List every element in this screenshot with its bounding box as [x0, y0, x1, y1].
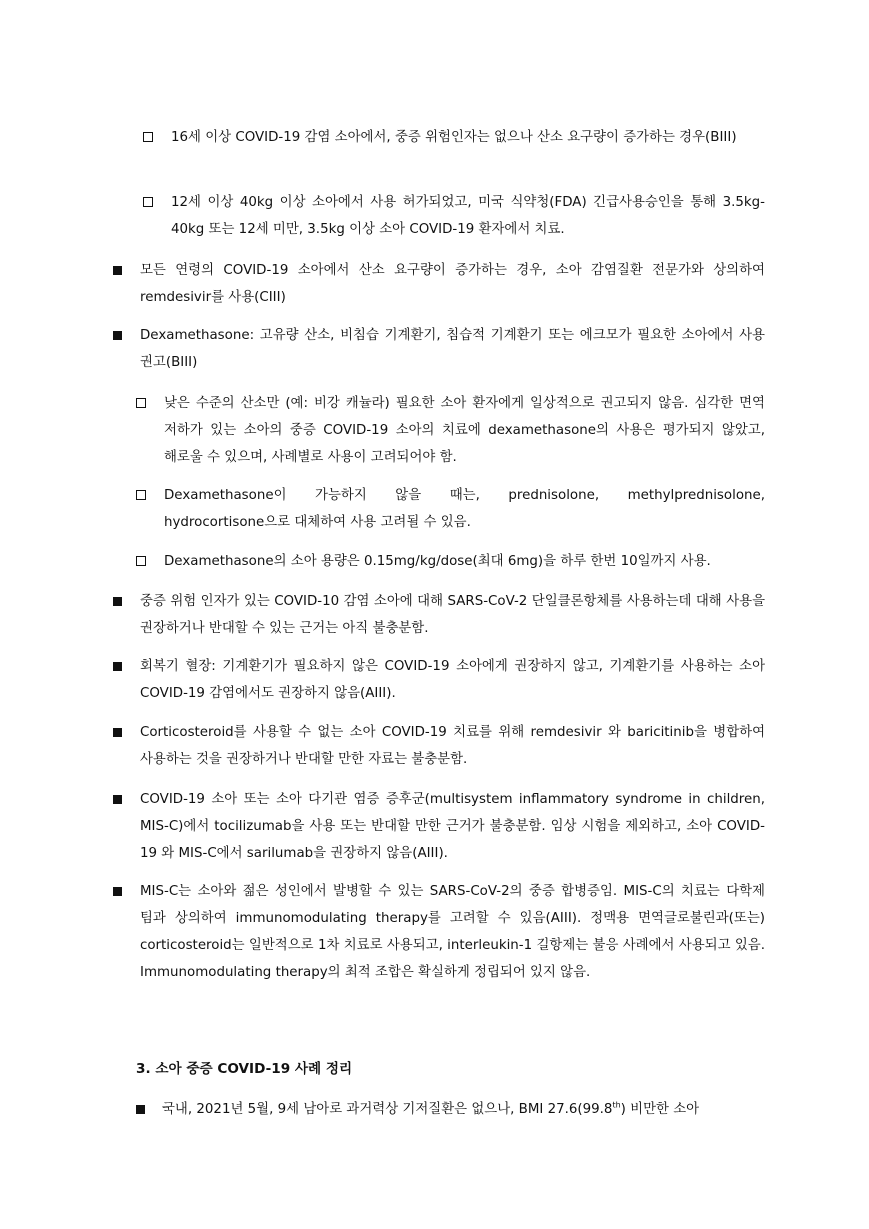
filled-square-bullet [113, 331, 122, 340]
hollow-square-bullet [136, 490, 146, 500]
filled-square-bullet [113, 266, 122, 275]
filled-square-bullet [136, 1105, 145, 1114]
hollow-square-bullet [136, 556, 146, 566]
superscript-ordinal: th [612, 1100, 621, 1110]
list-item-text: Corticosteroid를 사용할 수 없는 소아 COVID-19 치료를 위해 remdesivir 와 baricitinib을 병합하여 사용하는 것을 권장하거나 반대할 만한 자료는 불충분함. [140, 725, 765, 767]
list-item [113, 653, 765, 707]
filled-square-bullet [113, 887, 122, 896]
list-item [136, 390, 765, 471]
hollow-square-bullet [143, 197, 153, 207]
list-item-text: 회복기 혈장: 기계환기가 필요하지 않은 COVID-19 소아에게 권장하지 않고, 기계환기를 사용하는 소아 COVID-19 감염에서도 권장하지 않음(AIII). [140, 659, 765, 701]
list-item-text: COVID-19 소아 또는 소아 다기관 염증 증후군(multisystem inflammatory syndrome in children, MIS-C)에서 tocilizumab을 사용 또는 반대할 만한 근거가 불충분함. 임상 시험을 제외하고, 소아 COVID-19 와 MIS-C에서 sarilumab을 권장하지 않음(AIII). [140, 792, 765, 861]
filled-square-bullet [113, 597, 122, 606]
hollow-square-bullet [143, 132, 153, 142]
list-item [113, 322, 765, 376]
list-item [113, 257, 765, 311]
list-item [136, 548, 765, 575]
list-item-text: 중증 위험 인자가 있는 COVID-10 감염 소아에 대해 SARS-CoV-2 단일클론항체를 사용하는데 대해 사용을 권장하거나 반대할 수 있는 근거는 아직 불충분함. [140, 594, 765, 636]
list-item [113, 588, 765, 642]
list-item [136, 1096, 765, 1123]
list-item-text: 12세 이상 40kg 이상 소아에서 사용 허가되었고, 미국 식약청(FDA) 긴급사용승인을 통해 3.5kg-40kg 또는 12세 미만, 3.5kg 이상 소아 COVID-19 환자에서 치료. [171, 195, 765, 237]
list-item [143, 124, 765, 151]
filled-square-bullet [113, 662, 122, 671]
list-item-text: Dexamethasone의 소아 용량은 0.15mg/kg/dose(최대 6mg)을 하루 한번 10일까지 사용. [164, 554, 711, 569]
list-item-text: 16세 이상 COVID-19 감염 소아에서, 중증 위험인자는 없으나 산소 요구량이 증가하는 경우(BIII) [171, 130, 737, 145]
filled-square-bullet [113, 795, 122, 804]
list-item [143, 189, 765, 243]
list-item-text-start: 국내, 2021년 5월, 9세 남아로 과거력상 기저질환은 없으나, BMI 27.6(99.8 [162, 1102, 613, 1117]
section-heading: 3. 소아 중증 COVID-19 사례 정리 [136, 1061, 353, 1077]
list-item-text: 낮은 수준의 산소만 (예: 비강 캐뉼라) 필요한 소아 환자에게 일상적으로 권고되지 않음. 심각한 면역 저하가 있는 소아의 중증 COVID-19 소아의 치료에 dexamethasone의 사용은 평가되지 않았고, 해로울 수 있으며, 사례별로 사용이 고려되어야 함. [164, 396, 765, 465]
list-item [113, 719, 765, 773]
hollow-square-bullet [136, 398, 146, 408]
list-item-text: Dexamethasone: 고유량 산소, 비침습 기계환기, 침습적 기계환기 또는 에크모가 필요한 소아에서 사용 권고(BIII) [140, 328, 765, 370]
list-item-text [162, 1096, 764, 1123]
filled-square-bullet [113, 728, 122, 737]
list-item-text: 모든 연령의 COVID-19 소아에서 산소 요구량이 증가하는 경우, 소아 감염질환 전문가와 상의하여 remdesivir를 사용(CIII) [140, 263, 765, 305]
list-item-text: Dexamethasone이 가능하지 않을 때는, prednisolone, methylprednisolone, hydrocortisone으로 대체하여 사용 고려될 수 있음. [164, 488, 765, 530]
list-item-text: MIS-C는 소아와 젊은 성인에서 발병할 수 있는 SARS-CoV-2의 중증 합병증임. MIS-C의 치료는 다학제 팀과 상의하여 immunomodulating therapy를 고려할 수 있음(AIII). 정맥용 면역글로불린과(또는) corticosteroid는 일반적으로 1차 치료로 사용되고, interleukin-1 길항제는 불응 사례에서 사용되고 있음. Immunomodulating therapy의 최적 조합은 확실하게 정립되어 있지 않음. [140, 884, 765, 980]
list-item [113, 878, 765, 986]
list-item [113, 786, 765, 867]
list-item [136, 482, 765, 536]
list-item-text-end: ) 비만한 소아 [620, 1102, 700, 1117]
